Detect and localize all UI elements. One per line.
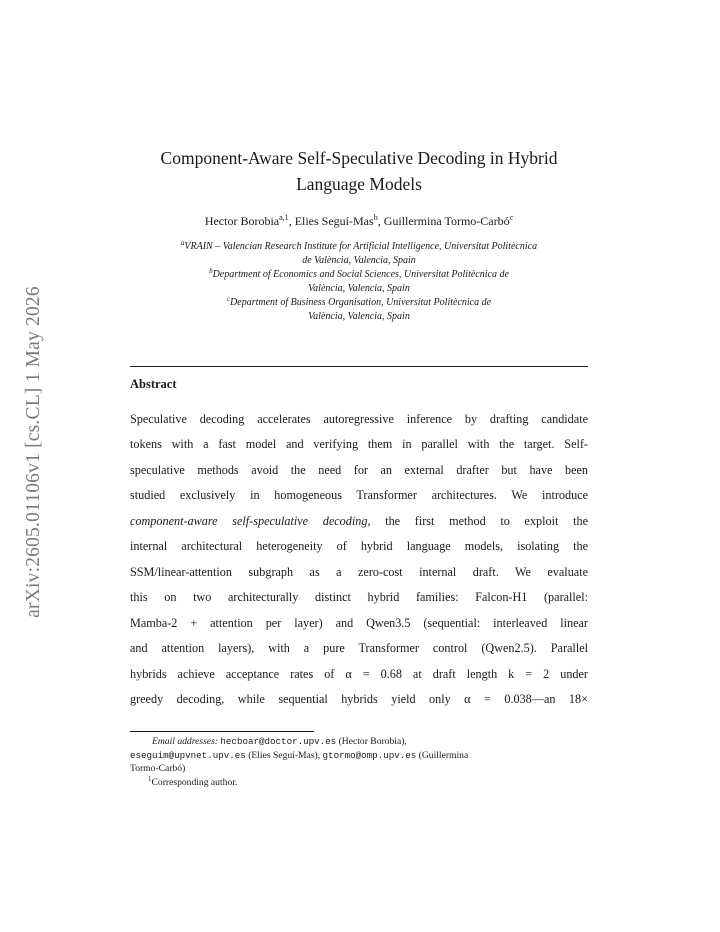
author-mark: a,1 [279, 213, 289, 222]
author-name: Guillermina Tormo-Carbó [383, 214, 510, 228]
abstract-line: speculative methods avoid the need for an external drafter but have been [130, 462, 588, 477]
footnote-mark: 1 [148, 774, 152, 783]
author-name: Elies Seguí-Mas [294, 214, 374, 228]
abstract-line: tokens with a fast model and verifying them in parallel with the target. Self- [130, 437, 588, 452]
affiliation-line-cont: de València, Valencia, Spain [302, 255, 416, 266]
abstract-line-rest: , the first method to exploit the [367, 513, 588, 528]
author-separator: , [288, 214, 295, 228]
abstract-line: Speculative decoding accelerates autoregressive inference by drafting candidate [130, 412, 588, 426]
abstract-heading: Abstract [130, 377, 177, 391]
affiliation-line: Department of Economics and Social Sciences, Universitat Politècnica de [212, 269, 509, 280]
paper-title-line-1: Component-Aware Self-Speculative Decoding in Hybrid [160, 148, 558, 168]
author-mark: b [373, 213, 378, 222]
author-separator: , [377, 214, 384, 228]
affiliations [126, 240, 592, 324]
email-owner: (Elies Seguí-Mas), [245, 749, 323, 761]
abstract-line: hybrids achieve acceptance rates of α = 0.68 at draft length k = 2 under [130, 666, 588, 681]
email-label: Email addresses: [152, 736, 218, 747]
email-footnote-line [130, 749, 588, 763]
email-owner: (Hector Borobia), [336, 736, 407, 747]
arxiv-identifier: arXiv:2605.01106v1 [cs.CL] 1 May 2026 [23, 286, 44, 618]
footnote-divider [130, 731, 314, 732]
affiliation-line: Department of Business Organisation, Universitat Politècnica de [230, 297, 492, 308]
email-link[interactable]: hecboar@doctor.upv.es [220, 736, 337, 747]
abstract-line: and attention layers), with a pure Transformer control (Qwen2.5). Parallel [130, 641, 588, 656]
email-link[interactable]: eseguim@upvnet.upv.es [130, 749, 246, 761]
affiliation-mark: a [180, 239, 185, 247]
abstract-line [130, 509, 588, 534]
affiliation-mark: c [226, 295, 231, 303]
email-footnote-line: Tormo-Carbó) [130, 763, 186, 775]
abstract-line: studied exclusively in homogeneous Transformer architectures. We introduce [130, 488, 588, 503]
paper-title-line-2: Language Models [296, 174, 422, 194]
affiliation [126, 240, 592, 254]
abstract-line: this on two architecturally distinct hybrid families: Falcon-H1 (parallel: [130, 590, 588, 605]
author-mark: c [509, 213, 514, 222]
abstract-line: Mamba-2 + attention per layer) and Qwen3.5 (sequential: interleaved linear [130, 615, 588, 630]
author-list [130, 212, 588, 230]
header-divider [130, 366, 588, 367]
affiliation-mark: b [209, 267, 213, 275]
email-owner: (Guillermina [416, 749, 469, 761]
affiliation-line: VRAIN – Valencian Research Institute for Artificial Intelligence, Universitat Politècnica [184, 241, 538, 252]
email-link[interactable]: gtormo@omp.upv.es [322, 749, 417, 761]
corresponding-text: Corresponding author. [151, 776, 238, 788]
paper-title [130, 145, 588, 197]
abstract-line: greedy decoding, while sequential hybrids yield only α = 0.038—an 18× [130, 691, 588, 706]
abstract-body [130, 407, 588, 712]
abstract-line: internal architectural heterogeneity of hybrid language models, isolating the [130, 539, 588, 554]
author-name: Hector Borobia [204, 214, 280, 228]
affiliation [126, 296, 592, 310]
affiliation [126, 268, 592, 282]
corresponding-footnote [130, 776, 588, 790]
affiliation-line-cont: València, Valencia, Spain [308, 311, 410, 322]
method-name-emphasis: component-aware self-speculative decoding [130, 513, 368, 528]
abstract-line: SSM/linear-attention subgraph as a zero-cost internal draft. We evaluate [130, 564, 588, 579]
email-footnote [130, 735, 588, 749]
affiliation-line-cont: València, Valencia, Spain [308, 283, 410, 294]
footnotes [130, 735, 588, 789]
